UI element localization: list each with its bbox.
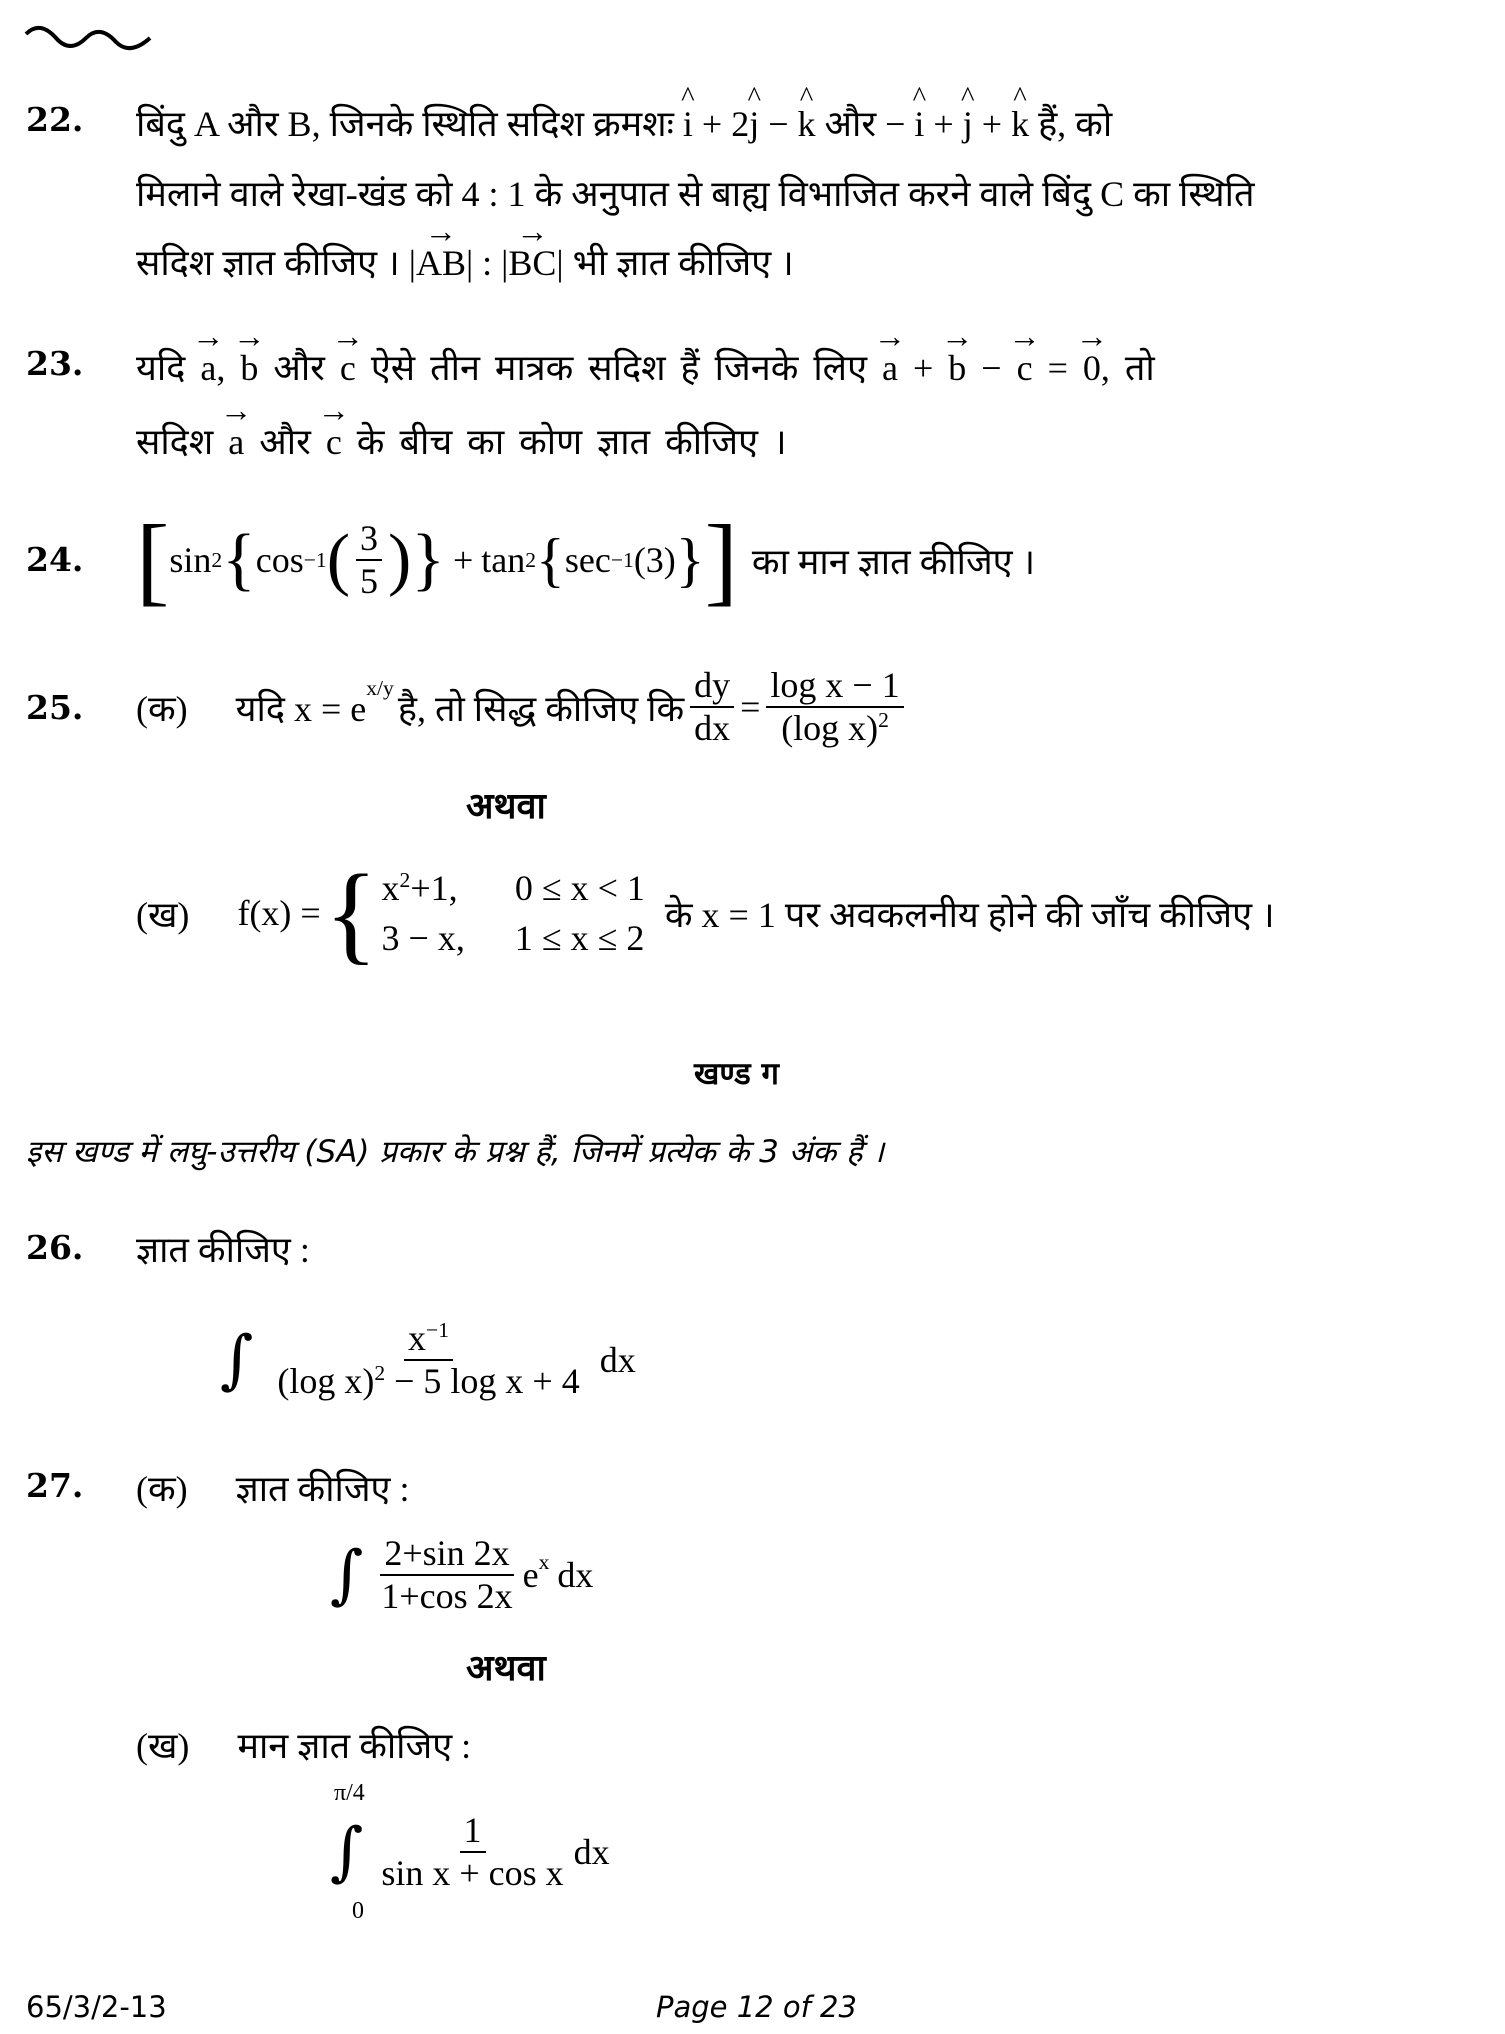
- math-exp: 2: [878, 708, 889, 732]
- case-2-expr: 3 − x,: [381, 918, 465, 958]
- math-exp: 2: [525, 547, 537, 572]
- denominator: sin x + cos x: [381, 1853, 564, 1893]
- upper-limit: π/4: [334, 1780, 365, 1806]
- or-label: अथवा: [466, 1648, 546, 1688]
- or-label: अथवा: [466, 786, 546, 826]
- q22-text: और −: [824, 104, 906, 144]
- vector-b: → b: [948, 347, 966, 389]
- q22-text: बिंदु A और B, जिनके स्थिति सदिश क्रमशः: [136, 104, 674, 144]
- q23-text: ऐसे तीन मात्रक सदिश हैं जिनके लिए: [370, 348, 867, 388]
- q27-part-b: [136, 1720, 471, 1769]
- vector-a: → a: [882, 347, 898, 389]
- differential: dx: [599, 1340, 636, 1380]
- math-expr: (log x): [277, 1361, 375, 1401]
- q22-line-3: [136, 237, 794, 286]
- question-number-24: 24.: [26, 540, 84, 579]
- case-1-expr: [382, 867, 465, 909]
- numerator: log x − 1: [766, 665, 903, 708]
- math-exp: 2: [374, 1361, 386, 1385]
- q25-text: यदि x = e: [235, 688, 367, 729]
- case-1-condition: 0 ≤ x < 1: [514, 868, 645, 908]
- math-op: ,: [216, 348, 226, 388]
- numerator: [404, 1318, 453, 1361]
- integral-sign: ∫: [330, 1815, 364, 1889]
- q27-text: मान ज्ञात कीजिए :: [237, 1726, 472, 1766]
- unit-vector-j: ^ j: [749, 103, 759, 145]
- math-expr: − 5 log x + 4: [385, 1361, 580, 1401]
- section-title: खण्ड ग: [694, 1056, 779, 1092]
- integrand-fraction: [377, 1533, 516, 1618]
- math-op: =: [1047, 348, 1068, 388]
- q23-text: और: [259, 422, 311, 462]
- vector-c: → c: [1017, 347, 1033, 389]
- q26-integral: [220, 1300, 636, 1420]
- vector-c: → c: [340, 347, 356, 389]
- q24-expression: [136, 505, 1035, 615]
- fraction-dy-dx: [690, 665, 734, 750]
- math-op: =: [740, 687, 761, 727]
- unit-vector-k: ^ k: [798, 103, 816, 145]
- q26-text: ज्ञात कीजिए :: [136, 1230, 310, 1270]
- differential: dx: [557, 1555, 594, 1595]
- q22-line-2: मिलाने वाले रेखा-खंड को 4 : 1 के अनुपात से बाह्य विभाजित करने वाले बिंदु C का स्थिति: [136, 174, 1255, 214]
- differential: dx: [573, 1832, 610, 1872]
- fraction-3-5: [356, 518, 382, 603]
- paren-close: ): [388, 521, 412, 598]
- math-op: | : |: [465, 243, 509, 283]
- math-op: −: [768, 104, 789, 144]
- denominator: [273, 1361, 583, 1402]
- q27a-integral: [330, 1520, 593, 1630]
- q27-text: ज्ञात कीजिए :: [235, 1469, 410, 1509]
- brace-open: {: [536, 526, 565, 593]
- math-fn: sec: [564, 540, 611, 580]
- math-arg: (3): [633, 540, 676, 580]
- page-number: Page 12 of 23: [656, 1990, 857, 2024]
- q22-text: सदिश ज्ञात कीजिए । |: [136, 243, 416, 283]
- math-op: +: [452, 540, 474, 580]
- q25-text: के x = 1 पर अवकलनीय होने की जाँच कीजिए ।: [664, 894, 1275, 935]
- math-fn: sin: [169, 540, 212, 580]
- q23-text: यदि: [136, 348, 186, 388]
- math-op: +: [981, 104, 1003, 144]
- section-note: इस खण्ड में लघु-उत्तरीय (SA) प्रकार के प्रश्न हैं, जिनमें प्रत्येक के 3 अंक हैं ।: [26, 1134, 885, 1170]
- question-number-25: 25.: [26, 688, 84, 727]
- math-op: +: [912, 348, 934, 388]
- q22-text: | भी ज्ञात कीजिए ।: [556, 243, 794, 283]
- integrand-fraction: [377, 1810, 567, 1895]
- math-var: e: [522, 1555, 539, 1595]
- math-fn: cos: [255, 540, 304, 580]
- denominator: 5: [360, 561, 379, 601]
- q23-text: और: [273, 348, 325, 388]
- math-exp: x: [538, 1550, 550, 1574]
- vector-a: → a: [228, 421, 244, 463]
- integrand-fraction: [273, 1318, 583, 1403]
- denominator: dx: [694, 708, 731, 748]
- zero-vector: → 0: [1083, 347, 1101, 389]
- math-exp: 2: [399, 868, 411, 892]
- q25-part-b: [136, 852, 1275, 974]
- question-number-22: 22.: [26, 100, 84, 139]
- numerator: 1: [460, 1810, 486, 1853]
- question-number-23: 23.: [26, 344, 84, 383]
- part-label-ka: (क): [136, 1469, 188, 1509]
- q23-line-2: [136, 416, 787, 465]
- math-op: +: [933, 104, 954, 144]
- q23-text: के बीच का कोण ज्ञात कीजिए ।: [356, 422, 787, 462]
- math-exp: −1: [303, 547, 327, 572]
- question-number-26: 26.: [26, 1228, 84, 1267]
- vector-a: → a: [200, 347, 216, 389]
- brace-open: {: [324, 852, 378, 974]
- brace-open: {: [222, 521, 256, 598]
- part-label-kha: (ख): [136, 894, 190, 935]
- q24-text: का मान ज्ञात कीजिए ।: [751, 541, 1036, 582]
- math-op: −: [981, 348, 1002, 388]
- bracket-open: [: [136, 504, 170, 615]
- q25-part-a: [136, 662, 910, 752]
- case-2-condition: 1 ≤ x ≤ 2: [514, 918, 645, 958]
- math-exp: −1: [610, 547, 634, 572]
- integral-body: [330, 1802, 610, 1902]
- part-label-ka: (क): [136, 688, 188, 729]
- header-wave-mark: [24, 22, 154, 52]
- paren-open: (: [326, 521, 351, 598]
- integral-sign: ∫: [220, 1323, 254, 1397]
- question-number-27: 27.: [26, 1466, 84, 1505]
- vector-b: → b: [240, 347, 258, 389]
- bracket-close: ]: [704, 504, 738, 615]
- unit-vector-i: ^ i: [683, 103, 693, 145]
- q27b-integral: [330, 1780, 730, 1930]
- unit-vector-i: ^ i: [914, 103, 924, 145]
- math-var: x: [408, 1317, 427, 1358]
- q23-line-1: [136, 342, 1155, 391]
- q25-text: है, तो सिद्ध कीजिए कि: [397, 688, 685, 729]
- denominator: 1+cos 2x: [381, 1576, 513, 1616]
- unit-vector-j: ^ j: [963, 103, 973, 145]
- numerator: dy: [690, 665, 734, 708]
- math-fn: tan: [481, 540, 526, 580]
- math-exp: x/y: [366, 676, 394, 700]
- q22-text: हैं, को: [1038, 104, 1113, 144]
- den-base: (log x): [781, 708, 879, 748]
- math-var: x: [381, 868, 400, 908]
- denominator: [777, 708, 893, 749]
- numerator: 3: [356, 518, 382, 561]
- vector-ab: → AB: [416, 242, 466, 284]
- q22-line-1: [136, 98, 1112, 147]
- brace-close: }: [411, 521, 445, 598]
- q27-part-a: [136, 1463, 409, 1512]
- math-expr: +1,: [410, 868, 458, 908]
- numerator: 2+sin 2x: [380, 1533, 513, 1576]
- brace-close: }: [675, 526, 705, 593]
- vector-c: → c: [326, 421, 342, 463]
- math-op: + 2: [701, 104, 750, 144]
- part-label-kha: (ख): [136, 1726, 190, 1766]
- q23-text: सदिश: [136, 422, 214, 462]
- integral-sign: ∫: [330, 1538, 364, 1612]
- lower-limit: 0: [352, 1898, 364, 1924]
- paper-code: 65/3/2-13: [26, 1990, 167, 2024]
- vector-bc: → BC: [508, 242, 556, 284]
- math-exp: −1: [426, 1317, 450, 1342]
- piecewise-cases: [382, 867, 645, 959]
- math-fn: f(x) =: [237, 893, 321, 933]
- q23-text: , तो: [1100, 348, 1155, 388]
- fraction-log: [766, 665, 903, 750]
- unit-vector-k: ^ k: [1011, 103, 1029, 145]
- math-exp: 2: [211, 547, 223, 572]
